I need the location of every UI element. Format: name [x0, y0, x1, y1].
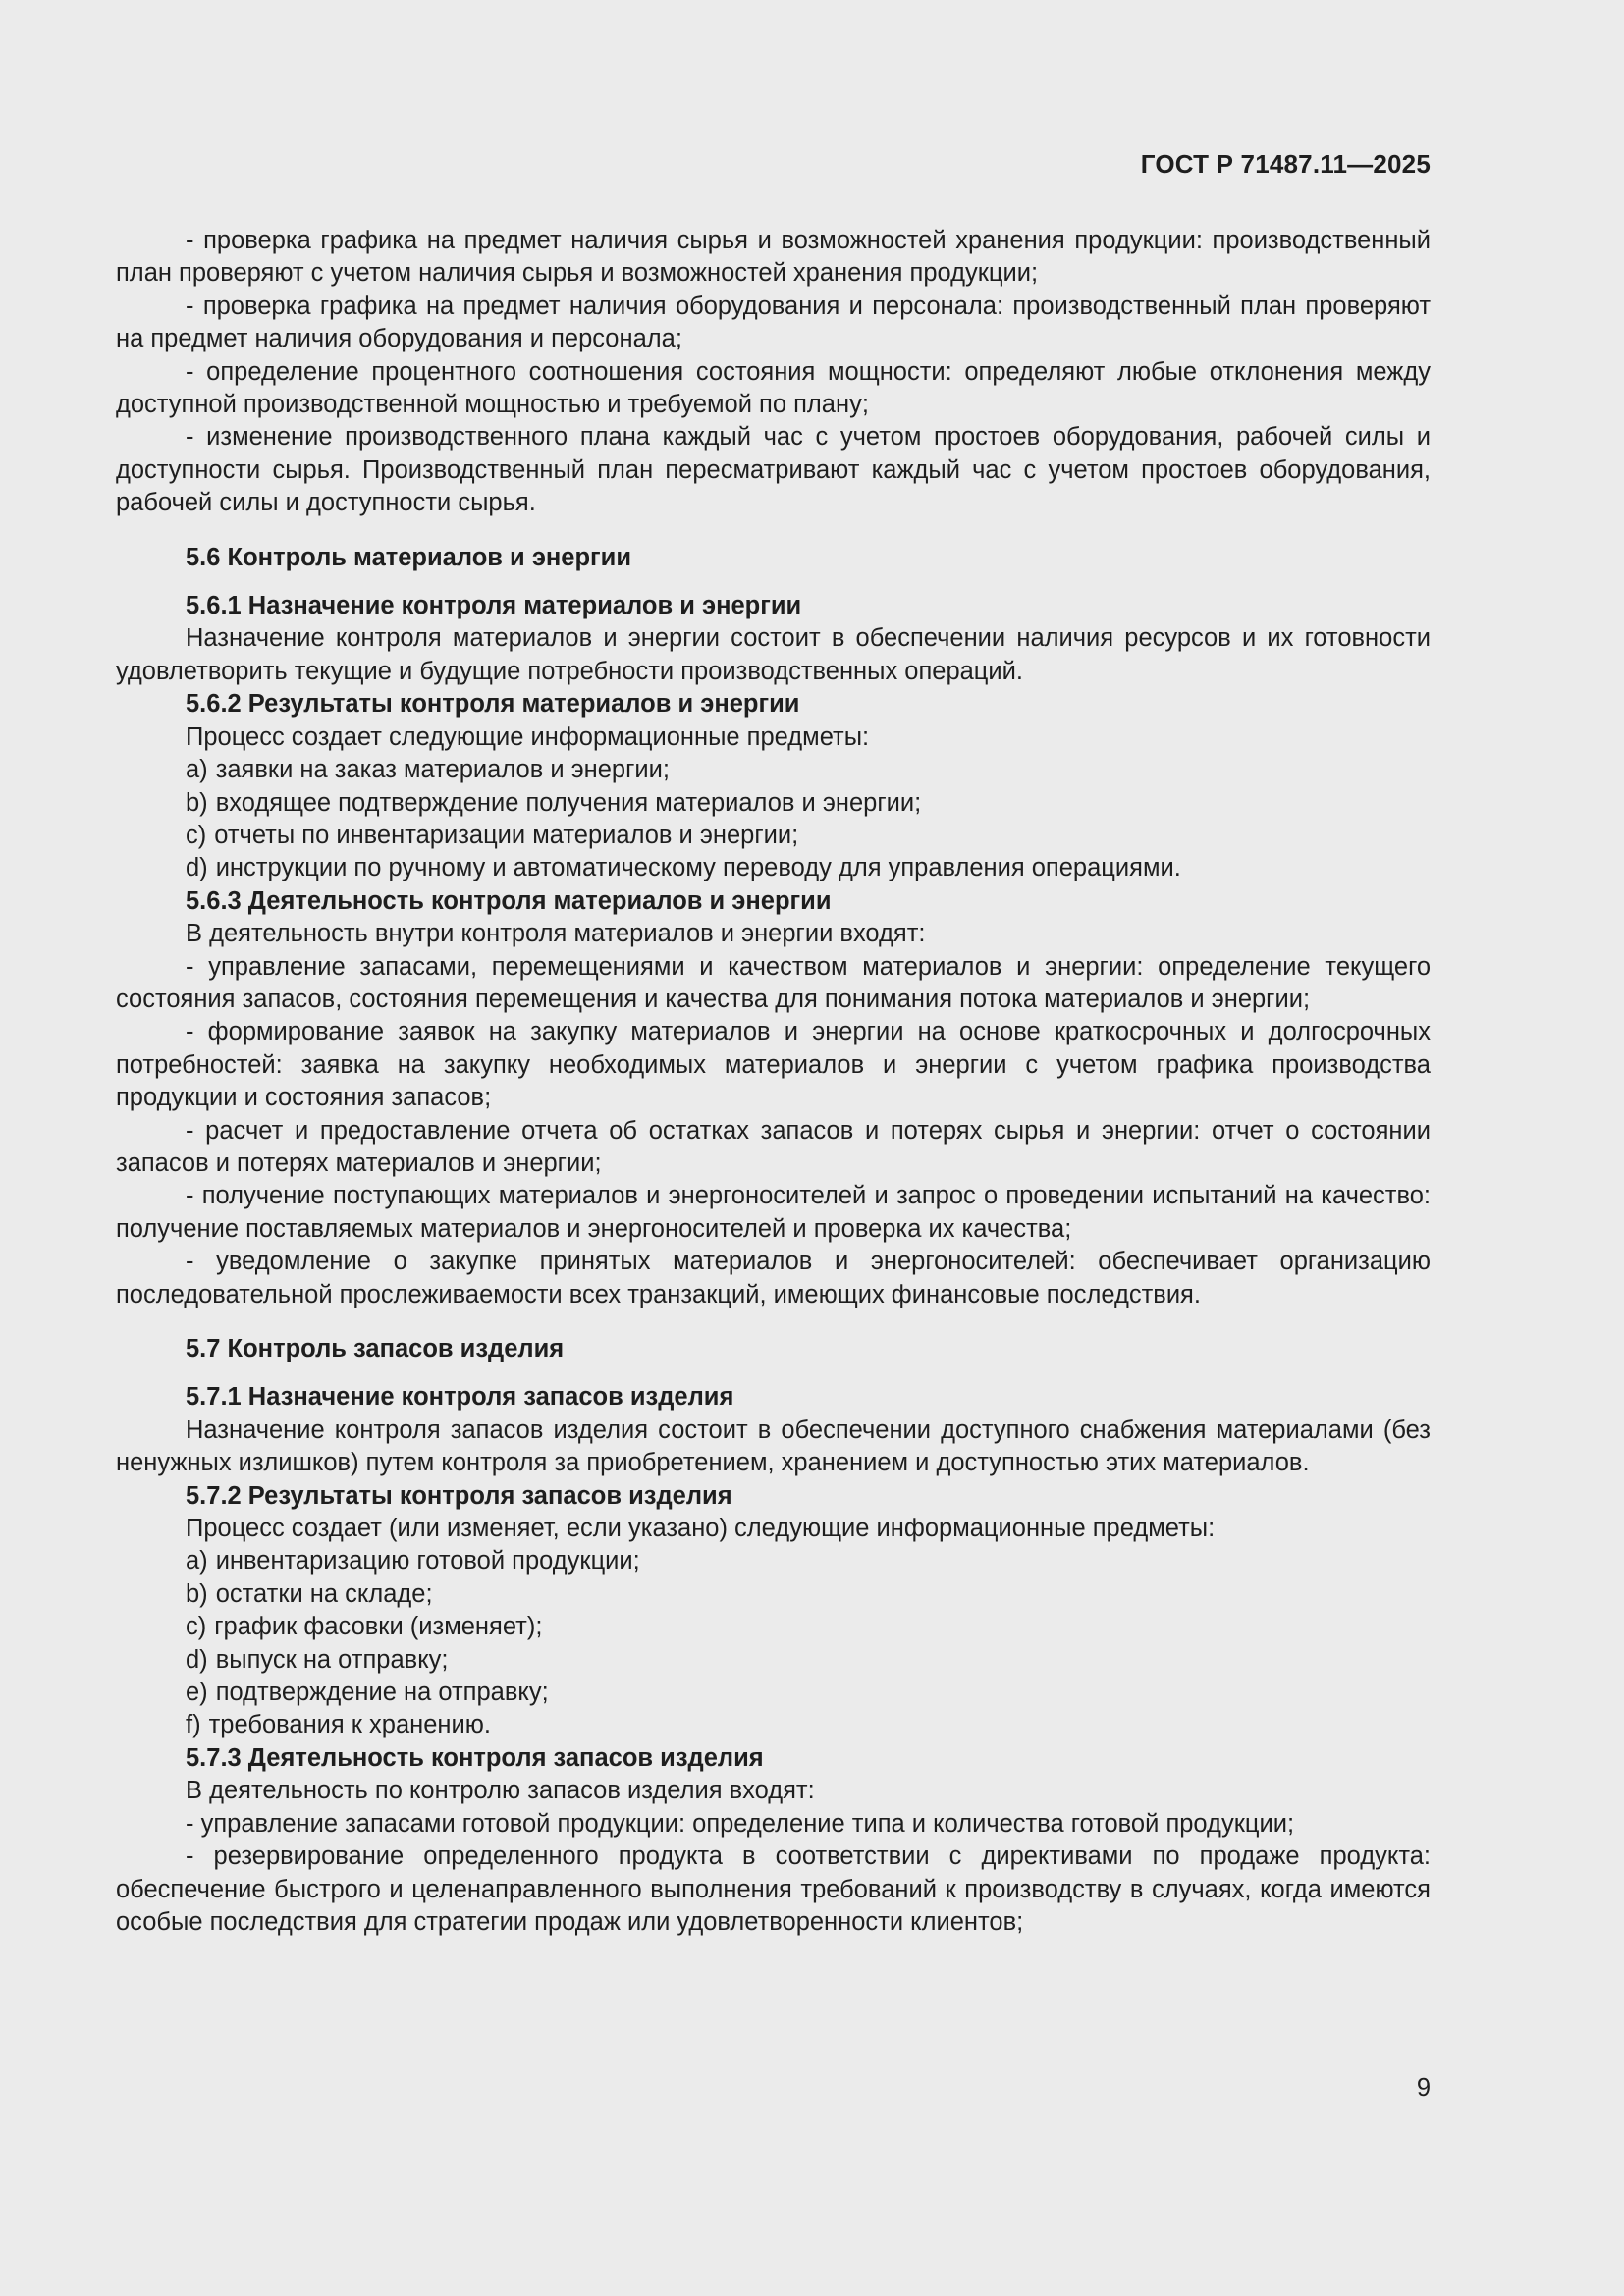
paragraph: - проверка графика на предмет наличия оборудования и персонала: производственный план проверяют на предмет наличия оборудования и персонала;: [116, 292, 1431, 353]
list-marker: a): [186, 1547, 208, 1575]
paragraph: Назначение контроля материалов и энергии состоит в обеспечении наличия ресурсов и их готовности удовлетворить текущие и будущие потребности производственных операций.: [116, 624, 1431, 685]
list-marker: c): [186, 821, 207, 849]
paragraph: - определение процентного соотношения состояния мощности: определяют любые отклонения между доступной производственной мощностью и требуемой по плану;: [116, 357, 1431, 419]
paragraph: - формирование заявок на закупку материалов и энергии на основе краткосрочных и долгосрочных потребностей: заявка на закупку необходимых материалов и энергии с учетом графика производства продукции и состояния запасов;: [116, 1018, 1431, 1112]
page-number: 9: [1416, 2074, 1431, 2102]
list-item: [116, 1709, 1431, 1741]
list-marker: f): [186, 1711, 201, 1739]
subsection-heading: 5.6.1 Назначение контроля материалов и энергии: [186, 592, 802, 620]
subsection-heading: 5.6.2 Результаты контроля материалов и энергии: [186, 690, 800, 719]
list-marker: d): [186, 854, 208, 882]
list-item: [116, 1578, 1431, 1611]
subsection-heading: 5.7.3 Деятельность контроля запасов изделия: [186, 1743, 764, 1772]
list-marker: c): [186, 1613, 207, 1641]
list-item: [116, 1677, 1431, 1709]
list-item: [116, 1644, 1431, 1677]
document-header: ГОСТ Р 71487.11—2025: [1140, 149, 1431, 179]
list-item: [116, 754, 1431, 786]
paragraph: Процесс создает следующие информационные предметы:: [186, 722, 870, 751]
list-item: [116, 787, 1431, 820]
list-marker: a): [186, 756, 208, 784]
paragraph: В деятельность по контролю запасов изделия входят:: [186, 1777, 815, 1805]
paragraph: - получение поступающих материалов и энергоносителей и запрос о проведении испытаний на качество: получение поставляемых материалов и энергоносителей и проверка их качества;: [116, 1182, 1431, 1243]
list-item-text: выпуск на отправку;: [215, 1645, 449, 1674]
list-item: [116, 1611, 1431, 1643]
paragraph: - расчет и предоставление отчета об остатках запасов и потерях сырья и энергии: отчет о состоянии запасов и потерях материалов и энергии;: [116, 1116, 1431, 1177]
list-item: [116, 820, 1431, 852]
list-marker: b): [186, 1579, 208, 1608]
paragraph: - управление запасами готовой продукции: определение типа и количества готовой продукции;: [186, 1809, 1295, 1838]
subsection-heading: 5.6.3 Деятельность контроля материалов и энергии: [186, 886, 832, 915]
paragraph: Процесс создает (или изменяет, если указано) следующие информационные предметы:: [186, 1515, 1216, 1543]
list-marker: d): [186, 1645, 208, 1674]
paragraph: - проверка графика на предмет наличия сырья и возможностей хранения продукции: производственный план проверяют с учетом наличия сырья и возможностей хранения продукции;: [116, 227, 1431, 288]
list-item-text: инвентаризацию готовой продукции;: [215, 1547, 640, 1575]
list-item: [116, 852, 1431, 884]
paragraph: - резервирование определенного продукта в соответствии с директивами по продаже продукта: обеспечение быстрого и целенаправленного выполнения требований к производству в случаях, когда имеются особые последствия для стратегии продаж или удовлетворенности клиентов;: [116, 1842, 1431, 1936]
list-item: [116, 1545, 1431, 1577]
list-marker: b): [186, 788, 208, 817]
list-item-text: подтверждение на отправку;: [215, 1679, 549, 1707]
paragraph: - уведомление о закупке принятых материалов и энергоносителей: обеспечивает организацию последовательной прослеживаемости всех транзакций, имеющих финансовые последствия.: [116, 1248, 1431, 1308]
subsection-heading: 5.7.2 Результаты контроля запасов изделия: [186, 1481, 732, 1510]
list-item-text: остатки на складе;: [215, 1579, 433, 1608]
paragraph: - изменение производственного плана каждый час с учетом простоев оборудования, рабочей силы и доступности сырья. Производственный план пересматривают каждый час с учетом простоев оборудования, рабочей силы и доступности сырья.: [116, 423, 1431, 517]
list-marker: e): [186, 1679, 208, 1707]
list-item-text: график фасовки (изменяет);: [214, 1613, 543, 1641]
list-item-text: инструкции по ручному и автоматическому переводу для управления операциями.: [215, 854, 1181, 882]
list-item-text: заявки на заказ материалов и энергии;: [215, 756, 670, 784]
subsection-heading: 5.7.1 Назначение контроля запасов изделия: [186, 1383, 734, 1412]
page-content: [116, 225, 1431, 1939]
paragraph: Назначение контроля запасов изделия состоит в обеспечении доступного снабжения материалами (без ненужных излишков) путем контроля за приобретением, хранением и доступностью этих материалов.: [116, 1415, 1431, 1477]
paragraph: В деятельность внутри контроля материалов и энергии входят:: [186, 920, 926, 948]
list-item-text: отчеты по инвентаризации материалов и энергии;: [214, 821, 799, 849]
list-item-text: требования к хранению.: [208, 1711, 491, 1739]
list-item-text: входящее подтверждение получения материалов и энергии;: [215, 788, 922, 817]
section-heading: 5.6 Контроль материалов и энергии: [186, 543, 632, 571]
section-heading: 5.7 Контроль запасов изделия: [186, 1335, 565, 1362]
paragraph: - управление запасами, перемещениями и качеством материалов и энергии: определение текущего состояния запасов, состояния перемещения и качества для понимания потока материалов и энергии;: [116, 952, 1431, 1013]
